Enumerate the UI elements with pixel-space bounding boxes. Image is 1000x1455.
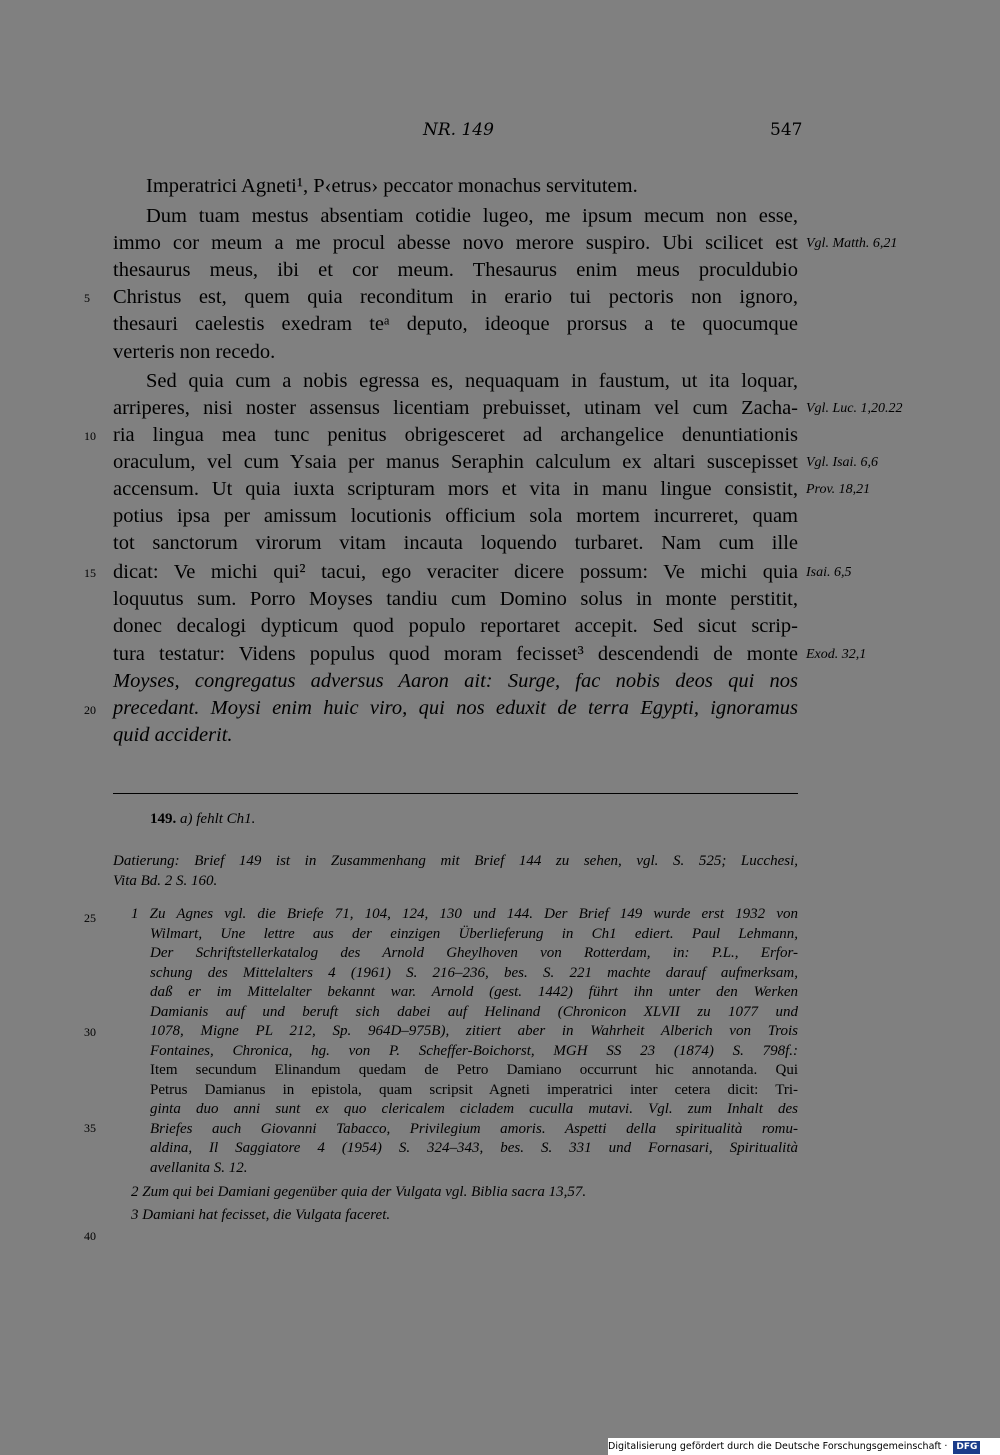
- footnote-line: Petrus Damianus in epistola, quam scripsit Agneti imperatrici inter cetera dicit: Tri-: [150, 1082, 798, 1098]
- text-line: precedant. Moysi enim huic viro, qui nos eduxit de terra Egypti, ignoramus: [113, 697, 798, 719]
- footnote-line: Damianis auf und beruft sich dabei auf Helinand (Chronicon XLVII zu 1077 und: [150, 1004, 798, 1020]
- text-line: Sed quia cum a nobis egressa es, nequaquam in faustum, ut ita loquar,: [146, 370, 798, 392]
- footnote-line: Item secundum Elinandum quedam de Petro Damiano occurrunt hic annotanda. Qui: [150, 1062, 798, 1078]
- text-line: immo cor meum a me procul abesse novo merore suspiro. Ubi scilicet est: [113, 232, 798, 254]
- text-line: potius ipsa per amissum locutionis officium sola mortem incurreret, quam: [113, 505, 798, 527]
- footnote-line: avellanita S. 12.: [150, 1160, 248, 1176]
- text-line: Moyses, congregatus adversus Aaron ait: Surge, fac nobis deos qui nos: [113, 670, 798, 692]
- footnote-line: 3 Damiani hat fecisset, die Vulgata faceret.: [131, 1207, 391, 1223]
- line-number: 35: [84, 1121, 96, 1135]
- apparatus-number: 149.: [150, 811, 177, 827]
- margin-reference: Vgl. Isai. 6,6: [806, 455, 878, 470]
- footnote-line: Briefes auch Giovanni Tabacco, Privilegium amoris. Aspetti della spiritualità romu-: [150, 1121, 798, 1137]
- margin-reference: Exod. 32,1: [806, 647, 867, 662]
- text-line: thesauri caelestis exedram teᵃ deputo, ideoque prorsus a te quocumque: [113, 313, 798, 335]
- text-line: dicat: Ve michi qui² tacui, ego veraciter dicere possum: Ve michi quia: [113, 561, 798, 583]
- footer-banner: [608, 1438, 1000, 1455]
- text-line: accensum. Ut quia iuxta scripturam mors et vita in manu lingue consistit,: [113, 478, 798, 500]
- footnote-line: Fontaines, Chronica, hg. von P. Scheffer-Boichorst, MGH SS 23 (1874) S. 798f.:: [150, 1043, 798, 1059]
- page-number: 547: [770, 120, 803, 140]
- text-line: Dum tuam mestus absentiam cotidie lugeo, me ipsum mecum non esse,: [146, 205, 798, 227]
- text-line: loquutus sum. Porro Moyses tandiu cum Domino solus in monte perstitit,: [113, 588, 798, 610]
- footnote-line: schung des Mittelalters 4 (1961) S. 216–236, bes. S. 221 machte darauf aufmerksam,: [150, 965, 798, 981]
- footnote-line: Wilmart, Une lettre aus der einzigen Überlieferung in Ch1 ediert. Paul Lehmann,: [150, 926, 798, 942]
- page-header: [0, 120, 1000, 144]
- text-line: quid acciderit.: [113, 724, 233, 746]
- text-line: thesaurus meus, ibi et cor meum. Thesaurus enim meus proculdubio: [113, 259, 798, 281]
- text-line: donec decalogi dypticum quod populo reportaret accepit. Sed sicut scrip-: [113, 615, 798, 637]
- footer-text: Digitalisierung gefördert durch die Deutsche Forschungsgemeinschaft ·: [608, 1441, 948, 1452]
- text-line: Imperatrici Agneti¹, P‹etrus› peccator monachus servitutem.: [146, 175, 638, 197]
- apparatus-text: a) fehlt Ch1.: [180, 811, 256, 827]
- text-line: arriperes, nisi noster assensus licentiam prebuisset, utinam vel cum Zacha-: [113, 397, 798, 419]
- line-number: 5: [84, 291, 90, 305]
- margin-reference: Vgl. Matth. 6,21: [806, 236, 898, 251]
- footnote-line: 1078, Migne PL 212, Sp. 964D–975B), zitiert aber in Wahrheit Alberich von Trois: [150, 1023, 798, 1039]
- text-line: Christus est, quem quia reconditum in erario tui pectoris non ignoro,: [113, 286, 798, 308]
- footnote-line: 1 Zu Agnes vgl. die Briefe 71, 104, 124, 130 und 144. Der Brief 149 wurde erst 1932 von: [131, 906, 798, 922]
- apparatus-note: [150, 810, 798, 830]
- footnote-line: Der Schriftstellerkatalog des Arnold Gheylhoven von Rotterdam, in: P.L., Erfor-: [150, 945, 798, 961]
- letter-number: NR. 149: [423, 120, 494, 140]
- footnote-line: ginta duo anni sunt ex quo clericalem cicladem cuculla mutavi. Vgl. zum Inhalt des: [150, 1101, 798, 1117]
- margin-reference: Isai. 6,5: [806, 565, 852, 580]
- dfg-logo: DFG: [953, 1441, 980, 1454]
- margin-reference: Vgl. Luc. 1,20.22: [806, 401, 903, 416]
- line-number: 40: [84, 1229, 96, 1243]
- dating-note: Datierung: Brief 149 ist in Zusammenhang mit Brief 144 zu sehen, vgl. S. 525; Lucchesi,: [113, 853, 798, 869]
- footnote-rule: [113, 793, 798, 794]
- line-number: 10: [84, 429, 96, 443]
- text-line: tot sanctorum virorum vitam incauta loquendo turbaret. Nam cum ille: [113, 532, 798, 554]
- text-line: tura testatur: Videns populus quod moram fecisset³ descendendi de monte: [113, 643, 798, 665]
- margin-reference: Prov. 18,21: [806, 482, 871, 497]
- line-number: 15: [84, 566, 96, 580]
- dating-note: Vita Bd. 2 S. 160.: [113, 873, 218, 889]
- text-line: verteris non recedo.: [113, 341, 276, 363]
- footnote-line: daß er im Mittelalter bekannt war. Arnold (gest. 1442) führt ihn unter den Werken: [150, 984, 798, 1000]
- footnote-line: 2 Zum qui bei Damiani gegenüber quia der Vulgata vgl. Biblia sacra 13,57.: [131, 1184, 587, 1200]
- line-number: 25: [84, 911, 96, 925]
- text-line: ria lingua mea tunc penitus obrigesceret ad archangelice denuntiationis: [113, 424, 798, 446]
- line-number: 30: [84, 1025, 96, 1039]
- footnote-line: aldina, Il Saggiatore 4 (1954) S. 324–343, bes. S. 331 und Fornasari, Spiritualità: [150, 1140, 798, 1156]
- text-line: oraculum, vel cum Ysaia per manus Seraphin calculum ex altari suscepisset: [113, 451, 798, 473]
- line-number: 20: [84, 703, 96, 717]
